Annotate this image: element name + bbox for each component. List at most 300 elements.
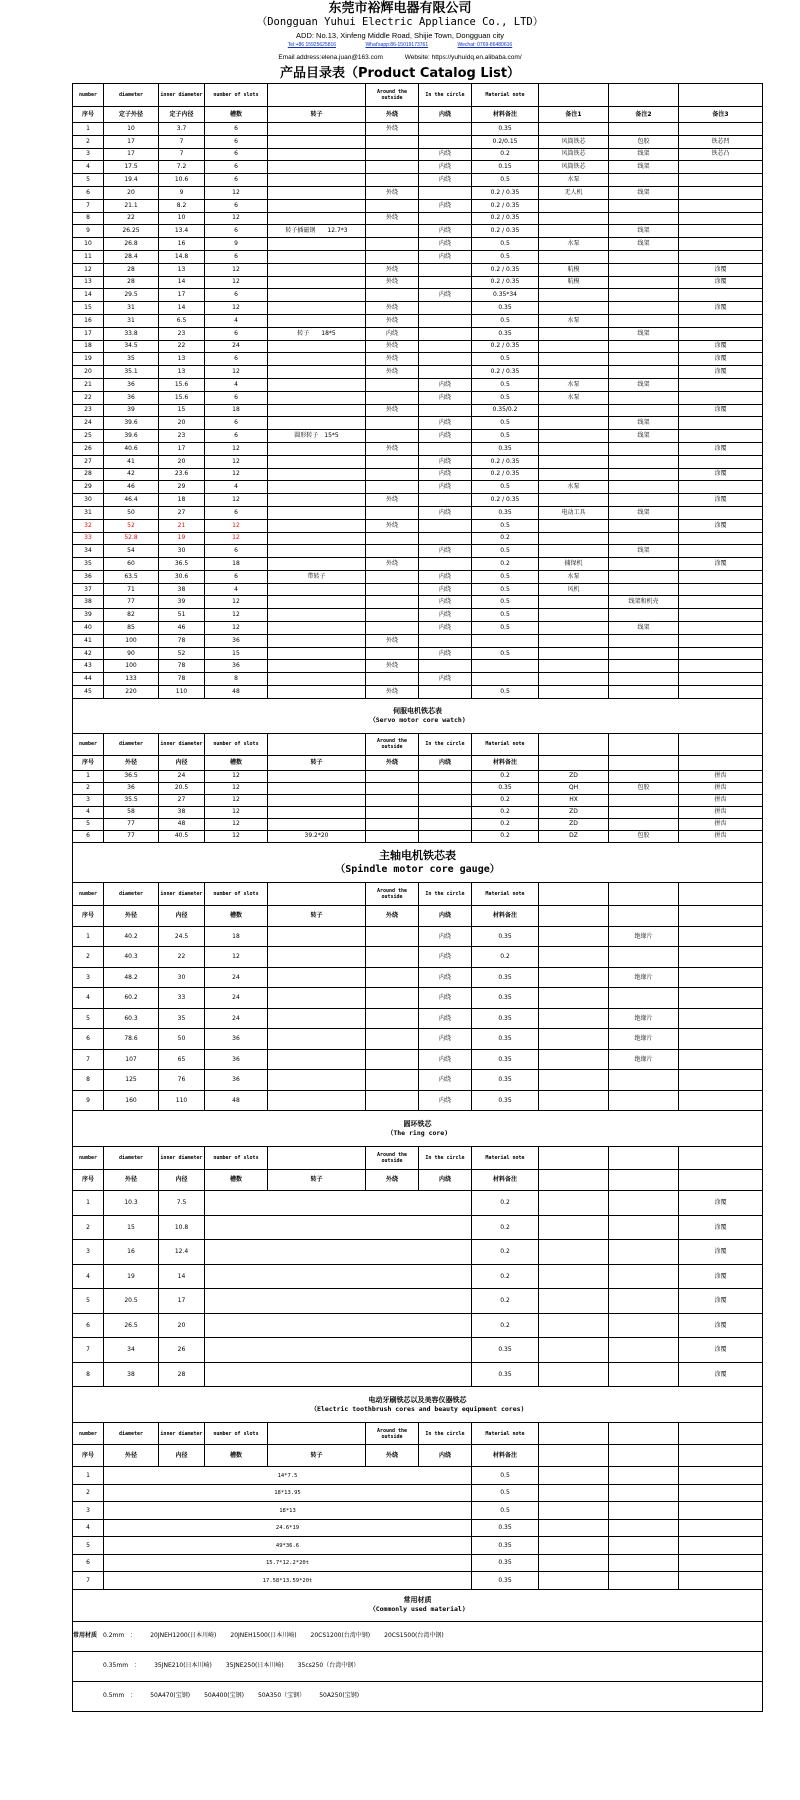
- toothbrush-cell: [679, 1537, 763, 1555]
- ring-row: [73, 1313, 763, 1338]
- catalog-cell: [366, 468, 419, 481]
- toothbrush-row: [73, 1484, 763, 1502]
- catalog-cell: 13: [159, 366, 205, 379]
- catalog-cell: 10: [159, 212, 205, 225]
- catalog-cell: [472, 660, 539, 673]
- ring-cell: [539, 1264, 609, 1289]
- catalog-cell: 20: [159, 455, 205, 468]
- catalog-cell: [268, 545, 366, 558]
- catalog-cell: [366, 673, 419, 686]
- catalog-cell: [268, 314, 366, 327]
- catalog-cell: 外绕: [366, 314, 419, 327]
- spindle-cell: [679, 947, 763, 968]
- servo-cell: [366, 818, 419, 830]
- spindle-row: [73, 1090, 763, 1111]
- tel-link[interactable]: Tel:+86 15925625816: [287, 42, 337, 48]
- catalog-cell: 8: [205, 673, 268, 686]
- catalog-cell: 水泵: [539, 570, 609, 583]
- material-cell: [73, 1621, 763, 1651]
- header-row-cn: [73, 755, 763, 770]
- catalog-cell: 0.5: [472, 583, 539, 596]
- servo-cell: 36: [104, 782, 159, 794]
- catalog-cell: [679, 545, 763, 558]
- servo-cell: 12: [205, 782, 268, 794]
- catalog-cell: 线架: [609, 430, 679, 443]
- catalog-cell: 18: [205, 404, 268, 417]
- catalog-cell: 风筒铁芯: [539, 148, 609, 161]
- catalog-cell: 7: [159, 135, 205, 148]
- catalog-cell: 外绕: [366, 302, 419, 315]
- catalog-row: [73, 212, 763, 225]
- catalog-cell: 27: [159, 506, 205, 519]
- catalog-cell: 0.2 / 0.35: [472, 263, 539, 276]
- toothbrush-cell: 1: [73, 1467, 104, 1485]
- catalog-cell: [539, 494, 609, 507]
- spindle-cell: 30: [159, 967, 205, 988]
- servo-cell: 48: [159, 818, 205, 830]
- catalog-cell: 6: [205, 135, 268, 148]
- catalog-cell: 外绕: [366, 340, 419, 353]
- spindle-cell: 65: [159, 1049, 205, 1070]
- material-cell: [73, 1651, 763, 1681]
- ring-cell: 涂覆: [679, 1313, 763, 1338]
- servo-cell: 12: [205, 830, 268, 842]
- catalog-row: [73, 622, 763, 635]
- servo-cell: 拼齿: [679, 782, 763, 794]
- catalog-cell: 31: [104, 302, 159, 315]
- catalog-cell: 14: [159, 276, 205, 289]
- catalog-cell: 5: [73, 174, 104, 187]
- catalog-cell: 转子 18*5: [268, 327, 366, 340]
- catalog-cell: [539, 519, 609, 532]
- column-header-en: Material note: [472, 1423, 539, 1445]
- catalog-cell: 内绕: [366, 327, 419, 340]
- catalog-cell: 内绕: [419, 174, 472, 187]
- spindle-cell: [366, 1049, 419, 1070]
- spindle-cell: 0.2: [472, 947, 539, 968]
- catalog-cell: 0.2 / 0.35: [472, 199, 539, 212]
- catalog-cell: 内绕: [419, 647, 472, 660]
- catalog-cell: 6: [205, 430, 268, 443]
- column-header-en: number of slots: [205, 733, 268, 755]
- toothbrush-cell: 0.35: [472, 1537, 539, 1555]
- toothbrush-cell: [609, 1572, 679, 1590]
- spindle-cell: 1: [73, 926, 104, 947]
- servo-cell: [419, 806, 472, 818]
- catalog-cell: 涂覆: [679, 468, 763, 481]
- catalog-cell: [268, 174, 366, 187]
- catalog-cell: 内绕: [419, 430, 472, 443]
- column-header-cn: 转子: [268, 1445, 366, 1467]
- spindle-row: [73, 1008, 763, 1029]
- catalog-cell: 0.2: [472, 558, 539, 571]
- catalog-cell: 24: [205, 340, 268, 353]
- toothbrush-row: [73, 1537, 763, 1555]
- catalog-cell: 内绕: [419, 506, 472, 519]
- column-header-cn: 槽数: [205, 1445, 268, 1467]
- servo-cell: [366, 782, 419, 794]
- catalog-cell: 内绕: [419, 583, 472, 596]
- catalog-cell: 6: [205, 506, 268, 519]
- ring-cell: 6: [73, 1313, 104, 1338]
- catalog-cell: 36: [104, 391, 159, 404]
- catalog-cell: 铁芯凹: [679, 135, 763, 148]
- catalog-cell: [366, 148, 419, 161]
- toothbrush-cell: 24.6*19: [104, 1519, 472, 1537]
- servo-cell: [419, 770, 472, 782]
- ring-cell: 16: [104, 1240, 159, 1265]
- catalog-row: [73, 289, 763, 302]
- catalog-cell: 线架和机壳: [609, 596, 679, 609]
- catalog-cell: 4: [205, 378, 268, 391]
- column-header-en: Material note: [472, 1147, 539, 1170]
- catalog-cell: 4: [205, 481, 268, 494]
- catalog-cell: 内绕: [419, 468, 472, 481]
- catalog-cell: [366, 455, 419, 468]
- catalog-cell: [679, 327, 763, 340]
- spindle-cell: 60.2: [104, 988, 159, 1009]
- catalog-row: [73, 378, 763, 391]
- catalog-cell: [539, 660, 609, 673]
- spindle-cell: [268, 1008, 366, 1029]
- toothbrush-cell: 49*36.6: [104, 1537, 472, 1555]
- servo-cell: [609, 770, 679, 782]
- section-title-en: （The ring core): [386, 1128, 449, 1137]
- catalog-cell: [539, 289, 609, 302]
- catalog-cell: 39: [73, 609, 104, 622]
- catalog-cell: [268, 481, 366, 494]
- catalog-cell: [609, 366, 679, 379]
- catalog-cell: 27: [73, 455, 104, 468]
- column-header-cn: 外绕: [366, 107, 419, 123]
- ring-cell: 2: [73, 1215, 104, 1240]
- ring-cell: 0.2: [472, 1264, 539, 1289]
- catalog-cell: 内绕: [419, 250, 472, 263]
- catalog-cell: [472, 634, 539, 647]
- spindle-cell: [679, 1008, 763, 1029]
- catalog-cell: 8.2: [159, 199, 205, 212]
- catalog-cell: 2: [73, 135, 104, 148]
- ring-cell: 38: [104, 1362, 159, 1387]
- catalog-cell: 100: [104, 660, 159, 673]
- catalog-cell: [268, 276, 366, 289]
- catalog-cell: 航模: [539, 276, 609, 289]
- catalog-cell: 0.5: [472, 238, 539, 251]
- catalog-cell: 0.2 / 0.35: [472, 186, 539, 199]
- header-row-cn: [73, 107, 763, 123]
- catalog-cell: 6: [205, 161, 268, 174]
- catalog-cell: 内绕: [419, 545, 472, 558]
- catalog-cell: 78: [159, 673, 205, 686]
- catalog-cell: [609, 404, 679, 417]
- servo-cell: 拼齿: [679, 794, 763, 806]
- catalog-cell: 12: [205, 622, 268, 635]
- column-header-en: number: [73, 1147, 104, 1170]
- catalog-cell: [419, 327, 472, 340]
- catalog-cell: [419, 532, 472, 545]
- catalog-cell: [539, 404, 609, 417]
- catalog-cell: 90: [104, 647, 159, 660]
- spindle-cell: 4: [73, 988, 104, 1009]
- catalog-cell: 7.2: [159, 161, 205, 174]
- catalog-cell: [366, 378, 419, 391]
- catalog-cell: [539, 366, 609, 379]
- catalog-cell: 54: [104, 545, 159, 558]
- spindle-cell: 48.2: [104, 967, 159, 988]
- ring-row: [73, 1215, 763, 1240]
- column-header-cn: 材料备注: [472, 905, 539, 926]
- catalog-cell: 圆形转子 15*5: [268, 430, 366, 443]
- spindle-cell: 12: [205, 947, 268, 968]
- catalog-row: [73, 417, 763, 430]
- catalog-row: [73, 366, 763, 379]
- ring-cell: 34: [104, 1338, 159, 1363]
- catalog-cell: [268, 442, 366, 455]
- catalog-row: [73, 250, 763, 263]
- servo-cell: 24: [159, 770, 205, 782]
- section-title-cn: 伺服电机铁芯表: [393, 706, 442, 715]
- catalog-cell: 外绕: [366, 404, 419, 417]
- catalog-cell: 外绕: [366, 123, 419, 136]
- servo-row: [73, 830, 763, 842]
- catalog-cell: [679, 417, 763, 430]
- spindle-cell: [366, 926, 419, 947]
- toothbrush-cell: [539, 1519, 609, 1537]
- column-header-cn: 外径: [104, 755, 159, 770]
- catalog-cell: [679, 161, 763, 174]
- column-header-en: number: [73, 733, 104, 755]
- catalog-cell: [366, 391, 419, 404]
- column-header-cn: 外绕: [366, 905, 419, 926]
- catalog-row: [73, 494, 763, 507]
- catalog-cell: [268, 660, 366, 673]
- servo-cell: [366, 806, 419, 818]
- catalog-cell: 14: [73, 289, 104, 302]
- spindle-cell: 107: [104, 1049, 159, 1070]
- servo-cell: 6: [73, 830, 104, 842]
- ring-row: [73, 1240, 763, 1265]
- catalog-cell: 捕保机: [539, 558, 609, 571]
- catalog-cell: 29.5: [104, 289, 159, 302]
- servo-cell: 38: [159, 806, 205, 818]
- spindle-cell: 9: [73, 1090, 104, 1111]
- column-header-cn: 内径: [159, 1170, 205, 1191]
- catalog-cell: 0.2 / 0.35: [472, 212, 539, 225]
- catalog-cell: 0.2 / 0.35: [472, 366, 539, 379]
- catalog-cell: 11: [73, 250, 104, 263]
- section-title-cn: 主轴电机铁芯表: [379, 848, 456, 862]
- catalog-cell: 0.2 / 0.35: [472, 494, 539, 507]
- spindle-cell: 0.35: [472, 988, 539, 1009]
- servo-row: [73, 770, 763, 782]
- servo-row: [73, 818, 763, 830]
- column-header-en: [679, 1147, 763, 1170]
- servo-cell: 58: [104, 806, 159, 818]
- column-header-en: [268, 1147, 366, 1170]
- catalog-cell: 铁芯凸: [679, 148, 763, 161]
- catalog-cell: [609, 442, 679, 455]
- catalog-row: [73, 532, 763, 545]
- ring-row: [73, 1191, 763, 1216]
- catalog-cell: 0.5: [472, 391, 539, 404]
- servo-cell: ZD: [539, 818, 609, 830]
- toothbrush-row: [73, 1554, 763, 1572]
- spindle-row: [73, 988, 763, 1009]
- toothbrush-cell: [609, 1554, 679, 1572]
- ring-cell: 20.5: [104, 1289, 159, 1314]
- catalog-cell: 18: [205, 558, 268, 571]
- catalog-cell: [679, 225, 763, 238]
- catalog-cell: [419, 442, 472, 455]
- toothbrush-cell: 4: [73, 1519, 104, 1537]
- catalog-cell: [539, 212, 609, 225]
- toothbrush-cell: 0.5: [472, 1502, 539, 1520]
- whatsapp-link[interactable]: What'sapp:86-15019173761: [365, 42, 429, 48]
- servo-cell: DZ: [539, 830, 609, 842]
- servo-cell: 2: [73, 782, 104, 794]
- catalog-cell: 内绕: [419, 481, 472, 494]
- catalog-cell: [366, 174, 419, 187]
- material-row: [73, 1681, 763, 1711]
- catalog-cell: [419, 302, 472, 315]
- spindle-cell: 内绕: [419, 988, 472, 1009]
- servo-cell: ZD: [539, 770, 609, 782]
- company-address: ADD: No.13, Xinfeng Middle Road, Shijie Town, Dongguan city: [296, 31, 504, 40]
- ring-cell: 涂覆: [679, 1362, 763, 1387]
- spindle-row: [73, 967, 763, 988]
- spindle-cell: 0.35: [472, 1090, 539, 1111]
- catalog-cell: 7: [73, 199, 104, 212]
- product-catalog-table: [72, 83, 763, 1712]
- column-header-cn: 转子: [268, 107, 366, 123]
- contact-line: [0, 41, 800, 50]
- catalog-cell: [268, 622, 366, 635]
- ring-row: [73, 1289, 763, 1314]
- catalog-cell: 38: [159, 583, 205, 596]
- column-header-cn: 材料备注: [472, 755, 539, 770]
- catalog-cell: 38: [73, 596, 104, 609]
- section-title-row: [73, 1589, 763, 1621]
- servo-cell: [366, 830, 419, 842]
- ring-cell: 1: [73, 1191, 104, 1216]
- catalog-cell: 42: [104, 468, 159, 481]
- spindle-cell: 绝缘片: [609, 926, 679, 947]
- spindle-cell: [679, 1029, 763, 1050]
- catalog-cell: 52: [104, 519, 159, 532]
- column-header-cn: 外绕: [366, 1170, 419, 1191]
- spindle-cell: 60.3: [104, 1008, 159, 1029]
- catalog-cell: 13: [159, 263, 205, 276]
- catalog-row: [73, 506, 763, 519]
- spindle-cell: 内绕: [419, 947, 472, 968]
- section-title-row: [73, 1111, 763, 1147]
- catalog-cell: 0.5: [472, 250, 539, 263]
- ring-cell: [205, 1191, 472, 1216]
- toothbrush-cell: 0.5: [472, 1484, 539, 1502]
- catalog-cell: [609, 647, 679, 660]
- servo-cell: 12: [205, 818, 268, 830]
- catalog-cell: 0.2: [472, 148, 539, 161]
- catalog-cell: 6: [73, 186, 104, 199]
- servo-cell: [419, 818, 472, 830]
- toothbrush-cell: [609, 1519, 679, 1537]
- spindle-cell: [539, 988, 609, 1009]
- catalog-cell: 涂覆: [679, 494, 763, 507]
- servo-cell: 39.2*20: [268, 830, 366, 842]
- catalog-cell: 0.5: [472, 596, 539, 609]
- section-title-row: [73, 842, 763, 882]
- catalog-cell: 40.6: [104, 442, 159, 455]
- column-header-cn: 序号: [73, 755, 104, 770]
- catalog-cell: 内绕: [419, 622, 472, 635]
- company-name-en: （Dongguan Yuhui Electric Appliance Co., LTD）: [256, 16, 544, 28]
- spindle-cell: 35: [159, 1008, 205, 1029]
- catalog-cell: 29: [73, 481, 104, 494]
- catalog-cell: 85: [104, 622, 159, 635]
- column-header-en: Around the outside: [366, 733, 419, 755]
- header-row-en: [73, 84, 763, 107]
- spindle-cell: 绝缘片: [609, 967, 679, 988]
- spindle-cell: [268, 1029, 366, 1050]
- spindle-cell: [539, 1070, 609, 1091]
- material-item: 20CS1500(台湾中钢): [384, 1632, 444, 1640]
- ring-cell: [609, 1313, 679, 1338]
- catalog-cell: [419, 366, 472, 379]
- spindle-cell: [539, 1008, 609, 1029]
- column-header-en: inner diameter: [159, 882, 205, 905]
- material-item: 20CS1200(台湾中钢): [310, 1632, 371, 1640]
- servo-cell: 77: [104, 830, 159, 842]
- catalog-cell: [609, 263, 679, 276]
- catalog-cell: 19.4: [104, 174, 159, 187]
- spindle-cell: 22: [159, 947, 205, 968]
- catalog-cell: 涂覆: [679, 276, 763, 289]
- column-header-cn: [539, 1170, 609, 1191]
- column-header-en: inner diameter: [159, 1147, 205, 1170]
- catalog-cell: [679, 186, 763, 199]
- catalog-cell: [268, 135, 366, 148]
- catalog-cell: [539, 455, 609, 468]
- wechat-link[interactable]: Wechat: 0769-86480616: [457, 42, 513, 48]
- catalog-cell: 航模: [539, 263, 609, 276]
- spindle-cell: [366, 947, 419, 968]
- ring-cell: 0.2: [472, 1240, 539, 1265]
- spindle-cell: 7: [73, 1049, 104, 1070]
- spindle-cell: 绝缘片: [609, 1008, 679, 1029]
- catalog-cell: [366, 647, 419, 660]
- column-header-cn: [609, 1445, 679, 1467]
- catalog-cell: 26.8: [104, 238, 159, 251]
- column-header-en: [679, 733, 763, 755]
- spindle-cell: 6: [73, 1029, 104, 1050]
- catalog-cell: 6: [205, 353, 268, 366]
- ring-cell: [609, 1191, 679, 1216]
- catalog-cell: 110: [159, 686, 205, 699]
- ring-cell: 0.35: [472, 1362, 539, 1387]
- catalog-cell: 外绕: [366, 276, 419, 289]
- catalog-cell: 12: [205, 519, 268, 532]
- catalog-cell: 30: [159, 545, 205, 558]
- servo-cell: [609, 806, 679, 818]
- catalog-cell: [609, 532, 679, 545]
- catalog-cell: 20: [104, 186, 159, 199]
- column-header-cn: 外径: [104, 1170, 159, 1191]
- column-header-en: number of slots: [205, 1423, 268, 1445]
- catalog-cell: [539, 673, 609, 686]
- catalog-cell: [268, 417, 366, 430]
- catalog-cell: 内绕: [419, 148, 472, 161]
- catalog-cell: 35: [104, 353, 159, 366]
